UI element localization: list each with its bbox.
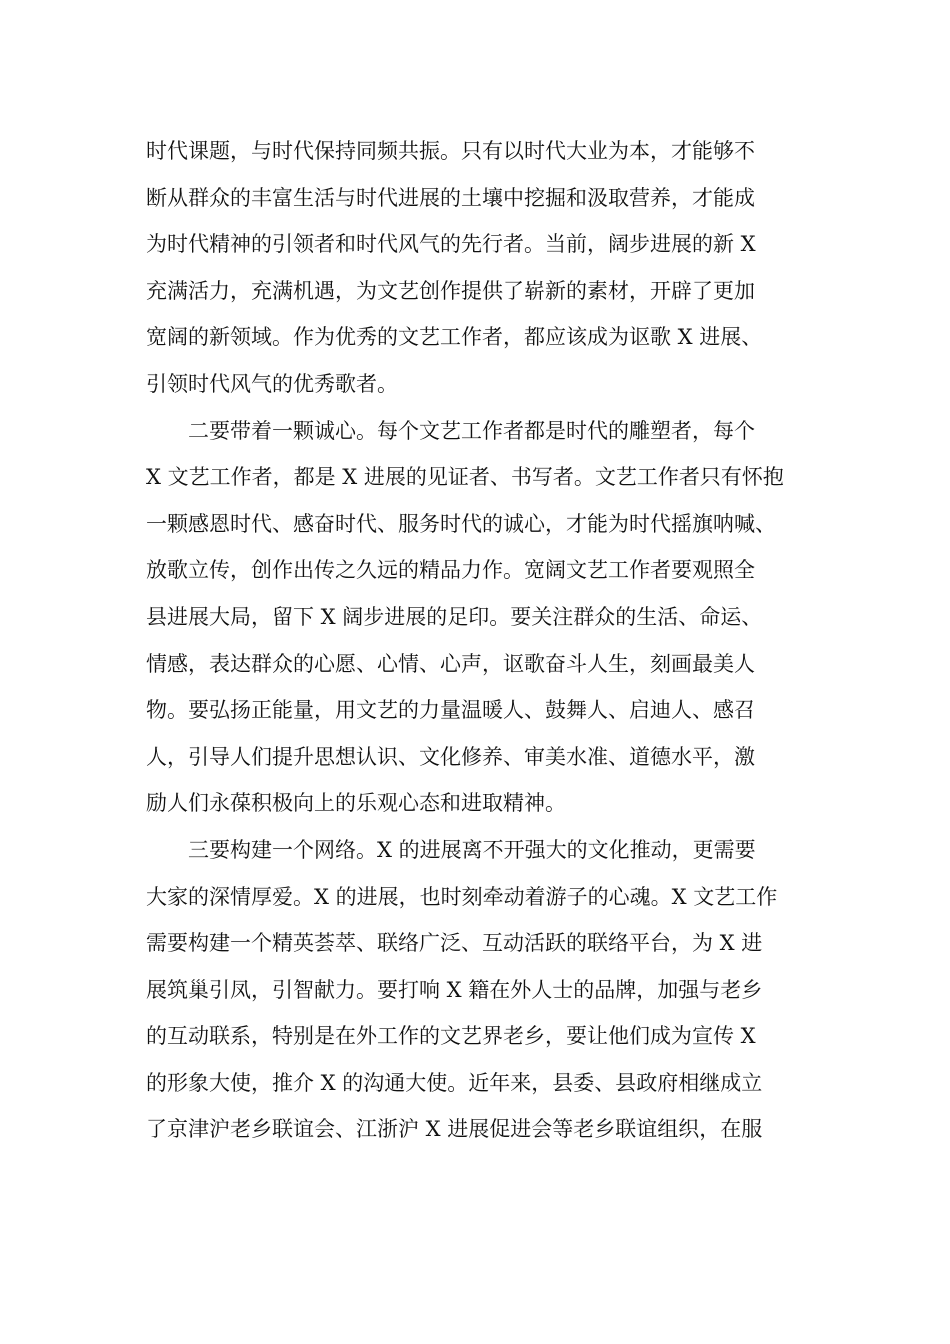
text-line: 大家的深情厚爱。X 的进展，也时刻牵动着游子的心魂。X 文艺工作 (146, 884, 778, 909)
paragraph-start-line: 三要构建一个网络。X 的进展离不开强大的文化推动，更需要 (188, 837, 756, 862)
text-line: 需要构建一个精英荟萃、联络广泛、互动活跃的联络平台，为 X 进 (146, 931, 763, 956)
text-line: 物。要弘扬正能量，用文艺的力量温暖人、鼓舞人、启迪人、感召 (146, 698, 755, 723)
text-line: 展筑巢引凤，引智献力。要打响 X 籍在外人士的品牌，加强与老乡 (146, 977, 763, 1002)
text-line: 县进展大局，留下 X 阔步进展的足印。要关注群众的生活、命运、 (146, 604, 763, 629)
text-line: 放歌立传，创作出传之久远的精品力作。宽阔文艺工作者要观照全 (146, 558, 755, 583)
text-line: 断从群众的丰富生活与时代进展的土壤中挖掘和汲取营养，才能成 (146, 185, 755, 210)
text-line: 宽阔的新领域。作为优秀的文艺工作者，都应该成为讴歌 X 进展、 (146, 325, 763, 350)
text-line: 的形象大使，推介 X 的沟通大使。近年来，县委、县政府相继成立 (146, 1070, 763, 1095)
text-line: 了京津沪老乡联谊会、江浙沪 X 进展促进会等老乡联谊组织，在服 (146, 1117, 763, 1142)
text-line: 励人们永葆积极向上的乐观心态和进取精神。 (146, 791, 566, 816)
text-line: 为时代精神的引领者和时代风气的先行者。当前，阔步进展的新 X (146, 232, 756, 257)
paragraph-start-line: 二要带着一颗诚心。每个文艺工作者都是时代的雕塑者，每个 (188, 418, 755, 443)
text-line: 的互动联系，特别是在外工作的文艺界老乡，要让他们成为宣传 X (146, 1024, 756, 1049)
text-line: 情感，表达群众的心愿、心情、心声，讴歌奋斗人生，刻画最美人 (146, 651, 755, 676)
text-line: 人，引导人们提升思想认识、文化修养、审美水准、道德水平，激 (146, 744, 755, 769)
text-line: X 文艺工作者，都是 X 进展的见证者、书写者。文艺工作者只有怀抱 (146, 465, 784, 490)
body-text (146, 128, 816, 1153)
text-line: 充满活力，充满机遇，为文艺创作提供了崭新的素材，开辟了更加 (146, 278, 755, 303)
text-line: 时代课题，与时代保持同频共振。只有以时代大业为本，才能够不 (146, 139, 755, 163)
text-line: 引领时代风气的优秀歌者。 (146, 371, 398, 396)
text-line: 一颗感恩时代、感奋时代、服务时代的诚心，才能为时代摇旗呐喊、 (146, 511, 776, 536)
